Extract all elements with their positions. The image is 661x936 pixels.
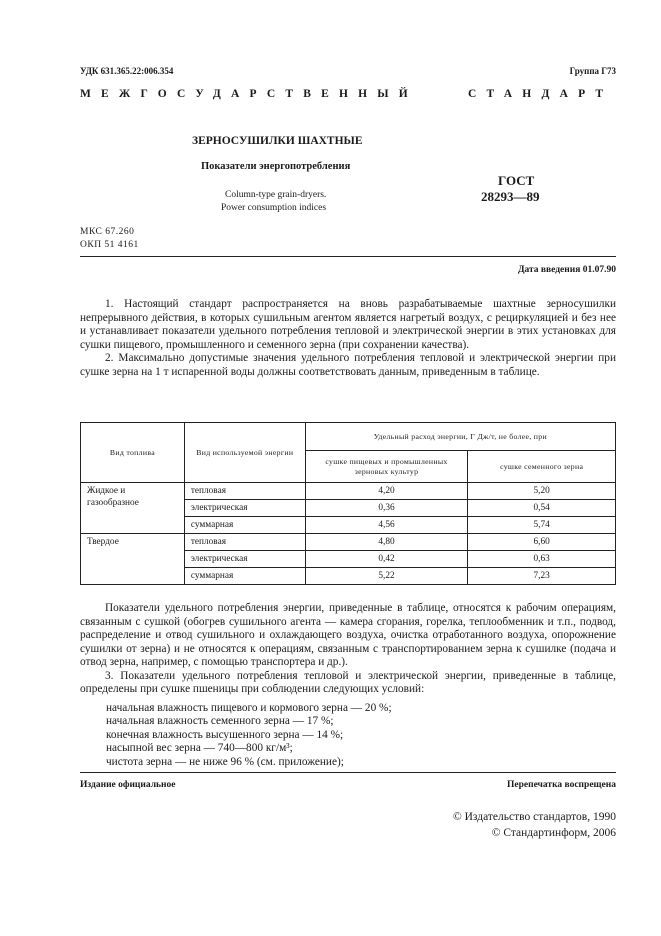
table-row — [81, 534, 616, 551]
energy-type-cell: суммарная — [184, 568, 305, 585]
energy-type-cell: тепловая — [184, 483, 305, 500]
energy-type-cell: электрическая — [184, 551, 305, 568]
english-title-line2: Power consumption indices — [221, 203, 327, 213]
header-food-grain: сушке пищевых и промышленных зерновых культур — [305, 451, 468, 483]
food-value-cell: 4,80 — [305, 534, 468, 551]
copyright-2006: © Стандартинформ, 2006 — [491, 827, 616, 839]
list-item: конечная влажность высушенного зерна — 14 %; — [106, 728, 344, 741]
copyright-1990: © Издательство стандартов, 1990 — [452, 811, 616, 823]
food-value-cell: 5,22 — [305, 568, 468, 585]
header-fuel-type: Вид топлива — [81, 423, 185, 483]
doc-subtitle: Показатели энергопотребления — [201, 161, 351, 172]
post-table-paragraphs — [80, 602, 616, 697]
header-seed-grain: сушке семенного зерна — [468, 451, 616, 483]
english-title-line1: Column-type grain-dryers. — [225, 190, 327, 200]
header-energy-type: Вид используемой энергии — [184, 423, 305, 483]
seed-value-cell: 5,74 — [468, 517, 616, 534]
list-item: начальная влажность пищевого и кормового зерна — 20 %; — [106, 702, 392, 714]
food-value-cell: 0,42 — [305, 551, 468, 568]
gost-number: 28293—89 — [481, 189, 540, 204]
group-code: Группа Г73 — [569, 66, 616, 76]
seed-value-cell: 0,54 — [468, 500, 616, 517]
fuel-type-cell: Жидкое и газообразное — [81, 483, 185, 534]
energy-type-cell: тепловая — [184, 534, 305, 551]
seed-value-cell: 7,23 — [468, 568, 616, 585]
paragraph-1: 1. Настоящий стандарт распространяется на вновь разрабатываемые шахтные зерносушилки непрерывного действия, в которых сушильным агентом является нагретый воздух, с рециркуляцией и без нее и устанавливает показатели удельного потребления тепловой и электрической энергии в этих установках для сушки пищевого, промышленного и семенного зерна (при сохранении качества). — [80, 298, 616, 351]
gost-label: ГОСТ — [498, 173, 535, 188]
banner-right: СТАНДАРТ — [468, 88, 614, 100]
food-value-cell: 4,20 — [305, 483, 468, 500]
seed-value-cell: 6,60 — [468, 534, 616, 551]
banner-left: МЕЖГОСУДАРСТВЕННЫЙ — [80, 88, 418, 100]
list-item: начальная влажность семенного зерна — 17 %; — [106, 715, 334, 728]
official-edition: Издание официальное — [80, 780, 176, 790]
introduction-date: Дата введения 01.07.90 — [517, 265, 616, 275]
table-row — [81, 483, 616, 500]
energy-type-cell: электрическая — [184, 500, 305, 517]
paragraph-scope: Показатели удельного потребления энергии, приведенные в таблице, относятся к рабочим операциям, связанным с сушкой (обогрев сушильного агента — камера сгорания, горелка, теплообменник и т.п., подвод, распределение и отвод сушильного и охлаждающего воздуха, очистка отработанного воздуха, опорожнение сушилки от зерна) и не относятся к операциям, связанным с транспортированием зерна к сушилке (подача и отвод зерна, например, с помощью транспортера и др.). — [80, 602, 616, 668]
paragraph-3: 3. Показатели удельного потребления тепловой и электрической энергии, приведенные в таблице, определены при сушке пшеницы при соблюдении следующих условий: — [80, 669, 616, 695]
reprint-notice: Перепечатка воспрещена — [506, 780, 616, 790]
energy-table — [80, 422, 616, 585]
energy-type-cell: суммарная — [184, 517, 305, 534]
fuel-type-cell: Твердое — [81, 534, 185, 585]
list-item: насыпной вес зерна — 740—800 кг/м³; — [106, 742, 293, 755]
doc-title: ЗЕРНОСУШИЛКИ ШАХТНЫЕ — [192, 135, 363, 147]
okp-code: ОКП 51 4161 — [80, 240, 139, 250]
food-value-cell: 4,56 — [305, 517, 468, 534]
paragraph-2: 2. Максимально допустимые значения удельного потребления тепловой и электрической энергии при сушке зерна на 1 т испаренной воды должны соответствовать данным, приведенным в таблице. — [80, 352, 616, 378]
divider-line — [80, 256, 616, 257]
food-value-cell: 0,36 — [305, 500, 468, 517]
intro-paragraphs — [80, 298, 616, 379]
conditions-list — [80, 702, 616, 769]
mks-code: МКС 67.260 — [80, 227, 135, 237]
seed-value-cell: 5,20 — [468, 483, 616, 500]
list-item: чистота зерна — не ниже 96 % (см. приложение); — [106, 755, 344, 768]
header-consumption-group: Удельный расход энергии, Г Дж/т, не более, при — [305, 423, 615, 451]
seed-value-cell: 0,63 — [468, 551, 616, 568]
udk-code: УДК 631.365.22:006.354 — [80, 66, 174, 76]
footer-divider — [80, 772, 616, 773]
